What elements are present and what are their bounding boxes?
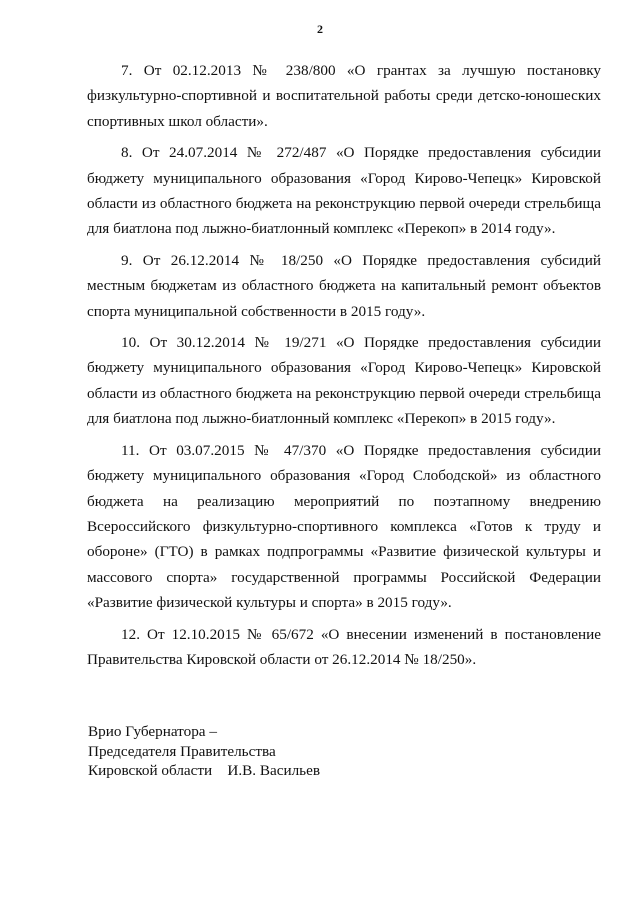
list-item: 11. От 03.07.2015 № 47/370 «О Порядке предоставления субсидии бюджету муниципального образования «Город Слободской» из областного бюджета на реализацию мероприятий по поэтапному внедрению Всероссийского физкультурно-спортивного комплекса «Готов к труду и обороне» (ГТО) в рамках подпрограммы «Развитие физической культуры и массового спорта» государственной программы Российской Федерации «Развитие физической культуры и спорта» в 2015 году». (87, 441, 601, 612)
signature-block (88, 722, 320, 781)
signature-name-line: Кировской области И.В. Васильев (88, 762, 320, 779)
list-item: 10. От 30.12.2014 № 19/271 «О Порядке предоставления субсидии бюджету муниципального образования «Город Кирово-Чепецк» Кировской области из областного бюджета на реконструкцию первой очереди стрельбища для биатлона под лыжно-биатлонный комплекс «Перекоп» в 2015 году». (87, 334, 601, 428)
signature-title-line: Врио Губернатора – (88, 723, 217, 740)
list-item: 8. От 24.07.2014 № 272/487 «О Порядке предоставления субсидии бюджету муниципального образования «Город Кирово-Чепецк» Кировской области из областного бюджета на реконструкцию первой очереди стрельбища для биатлона под лыжно-биатлонный комплекс «Перекоп» в 2014 году». (87, 144, 601, 238)
signature-position-line: Председателя Правительства (88, 742, 276, 760)
list-item: 7. От 02.12.2013 № 238/800 «О грантах за лучшую постановку физкультурно-спортивной и воспитательной работы среди детско-юношеских спортивных школ области». (87, 62, 601, 130)
document-body (87, 58, 601, 678)
page-number: 2 (317, 22, 323, 36)
list-item: 9. От 26.12.2014 № 18/250 «О Порядке предоставления субсидий местным бюджетам из областного бюджета на капитальный ремонт объектов спорта муниципальной собственности в 2015 году». (87, 251, 601, 320)
list-item: 12. От 12.10.2015 № 65/672 «О внесении изменений в постановление Правительства Кировской области от 26.12.2014 № 18/250». (87, 625, 601, 668)
